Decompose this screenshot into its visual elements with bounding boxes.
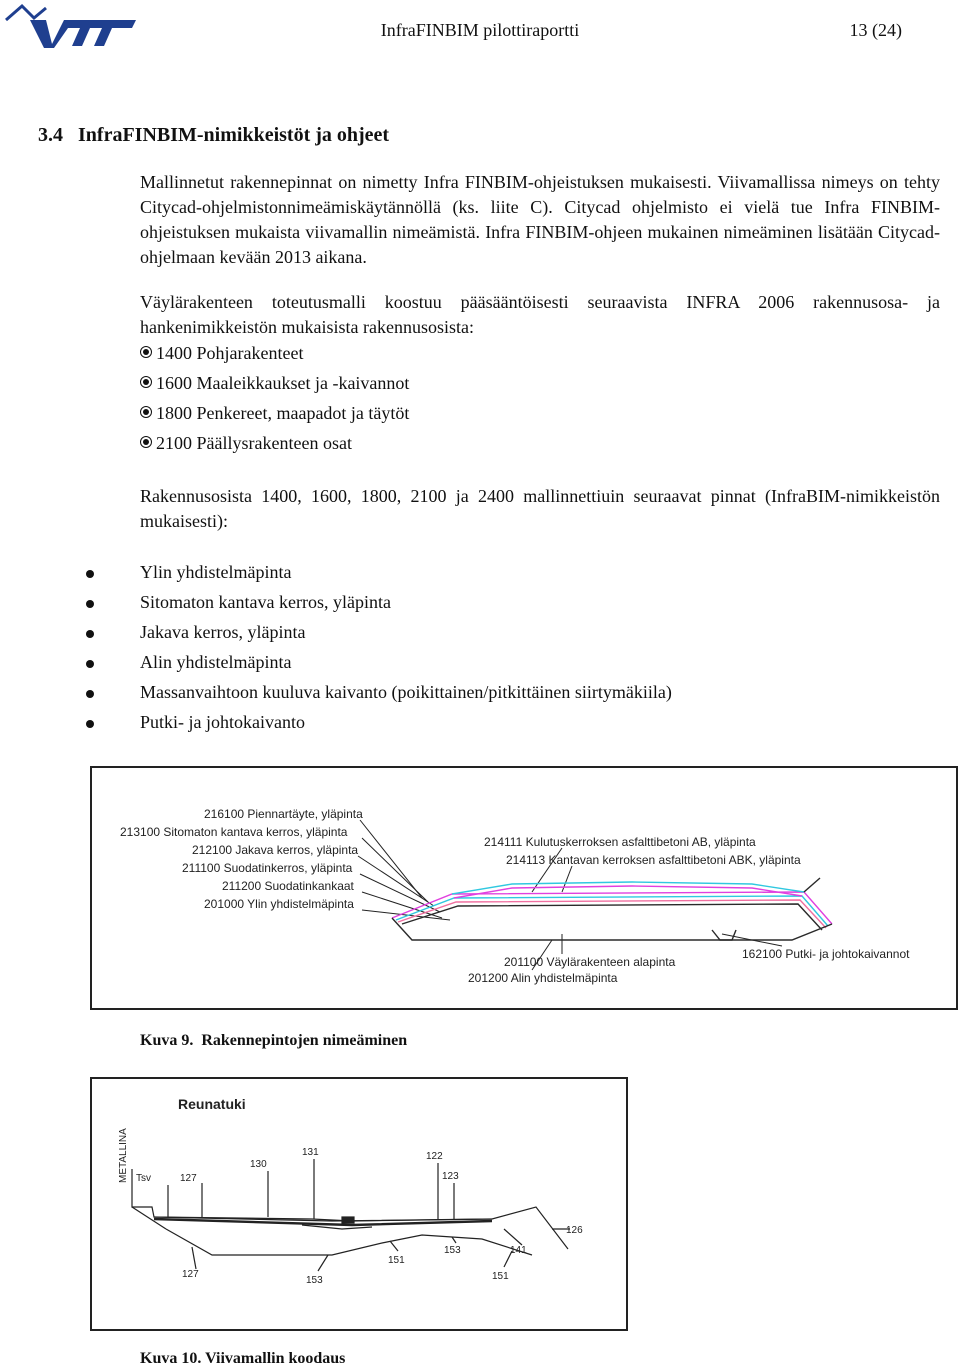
figure-10-caption: Kuva 10. Viivamallin koodaus (140, 1350, 346, 1367)
list-item: Alin yhdistelmäpinta (86, 647, 946, 677)
list-item: Ylin yhdistelmäpinta (86, 557, 946, 587)
list-item: 1600 Maaleikkaukset ja -kaivannot (140, 368, 409, 398)
fig10-label: 151 (388, 1255, 405, 1266)
fig10-label: Tsv (136, 1173, 151, 1184)
fig10-label: 127 (180, 1173, 197, 1184)
fig9-label: 162100 Putki- ja johtokaivannot (742, 947, 910, 961)
bullet-icon (140, 406, 152, 418)
figure-10-box (90, 1077, 628, 1331)
paragraph-naming: Mallinnetut rakennepinnat on nimetty Infra FINBIM-ohjeistuksen mukaisesti. Viivamallissa nimeys on tehty Citycad-ohjelmistonnimeämiskäytännöllä (ks. liite C). Citycad ohjelmisto ei vielä tue Infra FINBIM-ohjeistuksen mukaista viivamallin nimeämistä. Infra FINBIM-ohjeen mukainen nimeäminen lisätään Citycad-ohjelmaan kevään 2013 aikana. (140, 172, 940, 267)
list-item: Sitomaton kantava kerros, yläpinta (86, 587, 946, 617)
list-item: 1800 Penkereet, maapadot ja täytöt (140, 398, 409, 428)
list-item: Putki- ja johtokaivanto (86, 707, 946, 737)
figure-10-diagram (92, 1079, 626, 1329)
surfaces-list (86, 557, 946, 737)
fig10-label: 130 (250, 1159, 267, 1170)
figure-9-caption: Kuva 9. Rakennepintojen nimeäminen (140, 1032, 408, 1049)
fig10-label: 153 (306, 1275, 323, 1286)
fig9-label: 216100 Piennartäyte, yläpinta (204, 807, 363, 821)
fig10-label: 151 (492, 1271, 509, 1282)
parts-list (140, 338, 409, 458)
fig9-label: 214111 Kulutuskerroksen asfalttibetoni AB, yläpinta (484, 835, 756, 849)
bullet-icon (86, 690, 94, 698)
list-item: Massanvaihtoon kuuluva kaivanto (poikittainen/pitkittäinen siirtymäkiila) (86, 677, 946, 707)
fig10-label: 153 (444, 1245, 461, 1256)
fig10-label: 123 (442, 1171, 459, 1182)
bullet-icon (86, 720, 94, 728)
fig9-label: 201100 Väylärakenteen alapinta (504, 955, 676, 969)
fig10-label: 126 (566, 1225, 583, 1236)
bullet-icon (140, 436, 152, 448)
fig9-label: 213100 Sitomaton kantava kerros, yläpinta (120, 825, 348, 839)
fig10-vertical-label: METALLINA (118, 1128, 129, 1183)
list-item: Jakava kerros, yläpinta (86, 617, 946, 647)
bullet-icon (140, 376, 152, 388)
fig10-label: 131 (302, 1147, 319, 1158)
fig9-label: 211200 Suodatinkankaat (222, 879, 354, 893)
list-item: 1400 Pohjarakenteet (140, 338, 409, 368)
bullet-icon (86, 630, 94, 638)
bullet-icon (86, 660, 94, 668)
page-number: 13 (24) (849, 20, 902, 40)
fig9-label: 214113 Kantavan kerroksen asfalttibetoni ABK, yläpinta (506, 853, 801, 867)
bullet-icon (140, 346, 152, 358)
fig9-label: 212100 Jakava kerros, yläpinta (192, 843, 359, 857)
fig10-label: 122 (426, 1151, 443, 1162)
list-item: 2100 Päällysrakenteen osat (140, 428, 409, 458)
document-title: InfraFINBIM pilottiraportti (380, 20, 580, 40)
fig10-title: Reunatuki (178, 1096, 246, 1112)
fig9-label: 211100 Suodatinkerros, yläpinta (182, 861, 353, 875)
bullet-icon (86, 570, 94, 578)
fig9-label: 201000 Ylin yhdistelmäpinta (204, 897, 354, 911)
section-heading: 3.4 InfraFINBIM-nimikkeistöt ja ohjeet (38, 124, 390, 146)
figure-9-diagram (92, 768, 956, 1008)
fig10-label: 141 (510, 1245, 527, 1256)
fig9-label: 201200 Alin yhdistelmäpinta (468, 971, 618, 985)
figure-9-box (90, 766, 958, 1010)
paragraph-structure: Väylärakenteen toteutusmalli koostuu pääsääntöisesti seuraavista INFRA 2006 rakennusosa- ja hankenimikkeistön mukaisista rakennusosista: (140, 292, 940, 337)
paragraph-surfaces: Rakennusosista 1400, 1600, 1800, 2100 ja 2400 mallinnettiuin seuraavat pinnat (InfraBIM-nimikkeistön mukaisesti): (140, 486, 940, 531)
bullet-icon (86, 600, 94, 608)
fig10-label: 127 (182, 1269, 199, 1280)
